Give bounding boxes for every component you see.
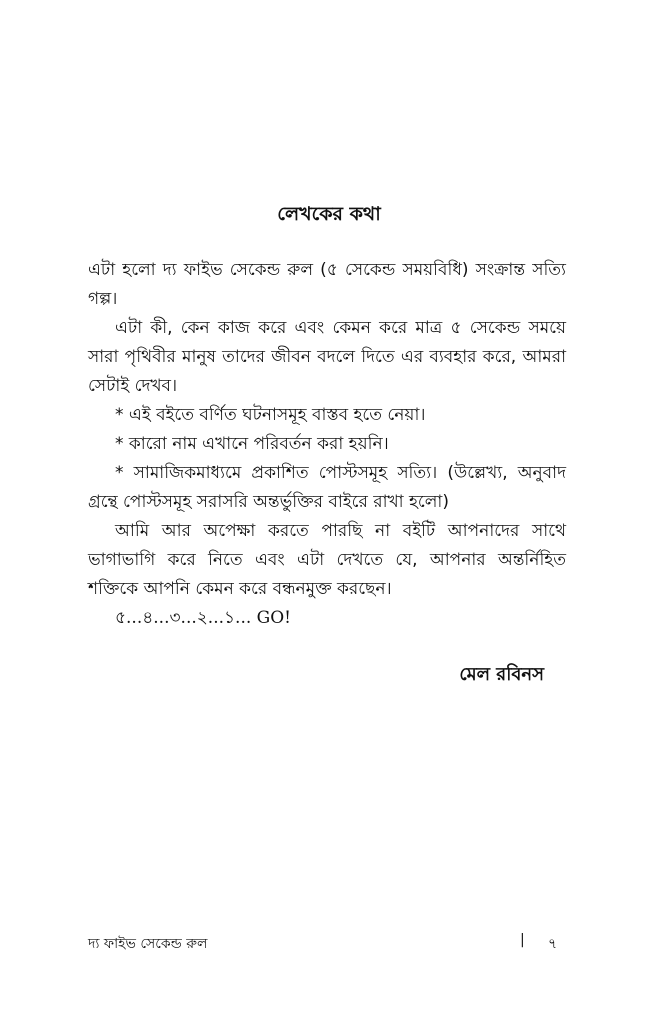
note-names: * কারো নাম এখানে পরিবর্তন করা হয়নি। bbox=[115, 434, 389, 454]
page-title: লেখকের কথা bbox=[277, 203, 381, 225]
body-text bbox=[88, 256, 566, 633]
countdown-line: ৫...৪...৩...২...১... GO! bbox=[115, 608, 292, 628]
author-signature: মেল রবিনস bbox=[459, 664, 544, 685]
footer-separator: | bbox=[520, 932, 525, 948]
paragraph-closing: আমি আর অপেক্ষা করতে পারছি না বইটি আপনাদের সাথে ভাগাভাগি করে নিতে এবং এটা দেখতে যে, আপনার অন্তর্নিহিত শক্তিকে আপনি কেমন করে বন্ধনমুক্ত করছেন। bbox=[88, 521, 566, 599]
paragraph-intro: এটা হলো দ্য ফাইভ সেকেন্ড রুল (৫ সেকেন্ড সময়বিধি) সংক্রান্ত সত্যি গল্প। bbox=[88, 260, 566, 309]
paragraph-what: এটা কী, কেন কাজ করে এবং কেমন করে মাত্র ৫ সেকেন্ড সময়ে সারা পৃথিবীর মানুষ তাদের জীবন বদলে দিতে এর ব্যবহার করে, আমরা সেটাই দেখব। bbox=[88, 318, 566, 396]
note-social-posts: * সামাজিকমাধ্যমে প্রকাশিত পোস্টসমূহ সত্যি। (উল্লেখ্য, অনুবাদ গ্রন্থে পোস্টসমূহ সরাসরি অন্তর্ভুক্তির বাইরে রাখা হলো) bbox=[88, 463, 566, 512]
page-number: ৭ bbox=[548, 936, 558, 952]
footer-book-title: দ্য ফাইভ সেকেন্ড রুল bbox=[88, 936, 208, 952]
note-real-events: * এই বইতে বর্ণিত ঘটনাসমূহ বাস্তব হতে নেয়া। bbox=[115, 405, 426, 425]
